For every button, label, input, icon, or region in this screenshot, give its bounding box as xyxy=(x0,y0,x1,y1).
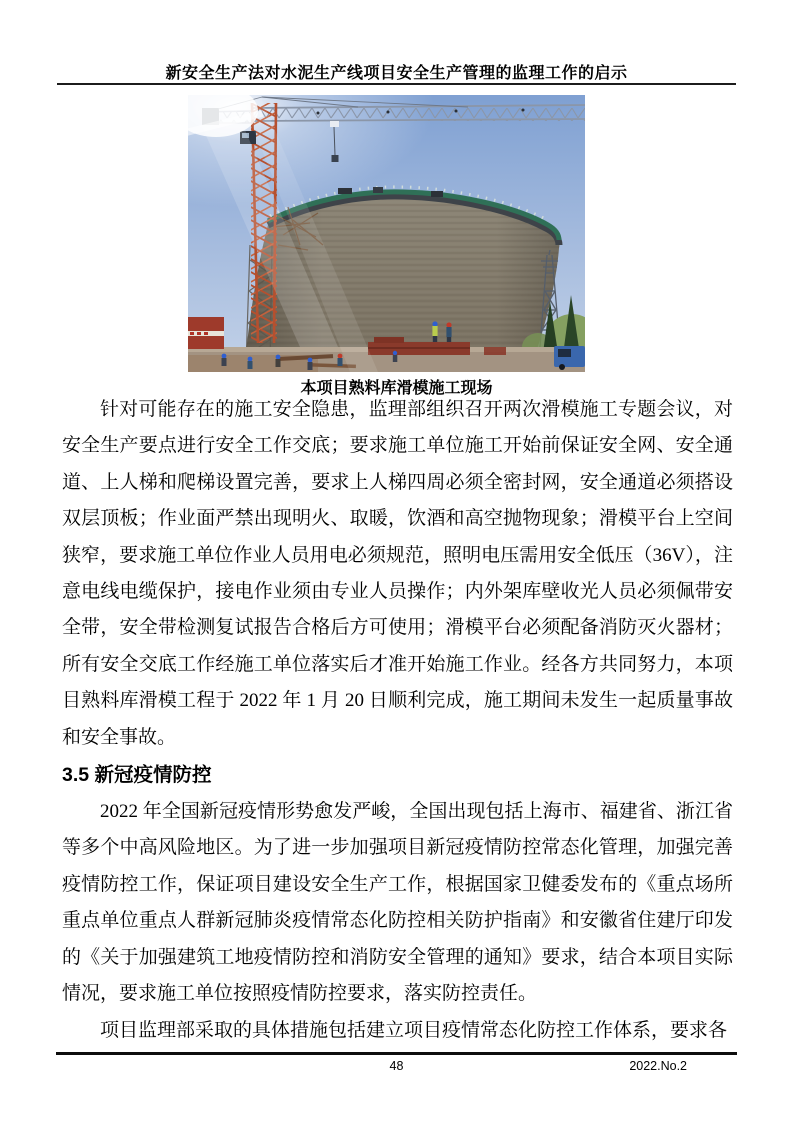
page-number: 48 xyxy=(389,1059,404,1073)
footer-divider xyxy=(56,1052,737,1055)
page-header-title: 新安全生产法对水泥生产线项目安全生产管理的监理工作的启示 xyxy=(165,65,628,82)
figure-caption: 本项目熟料库滑模施工现场 xyxy=(300,380,493,397)
figure-clinker-silo xyxy=(188,95,585,372)
paragraph-slipform-safety: 针对可能存在的施工安全隐患，监理部组织召开两次滑模施工专题会议，对安全生产要点进行安全工作交底；要求施工单位施工开始前保证安全网、安全通道、上人梯和爬梯设置完善，要求上人梯四周必须全密封网，安全通道必须搭设双层顶板；作业面严禁出现明火、取暖，饮酒和高空抛物现象；滑模平台上空间狭窄，要求施工单位作业人员用电必须规范，照明电压需用安全低压（36V），注意电线电缆保护，接电作业须由专业人员操作；内外架库壁收光人员必须佩带安全带，安全带检测复试报告合格后方可使用；滑模平台必须配备消防灭火器材；所有安全交底工作经施工单位落实后才准开始施工作业。经各方共同努力，本项目熟料库滑模工程于 2022 年 1 月 20 日顺利完成，施工期间未发生一起质量事故和安全事故。 xyxy=(62,399,733,748)
document-body xyxy=(62,392,733,1049)
site-building xyxy=(188,317,224,349)
header-divider xyxy=(57,83,736,85)
paragraph-covid-measures: 项目监理部采取的具体措施包括建立项目疫情常态化防控工作体系，要求各 xyxy=(100,1019,728,1041)
section-heading-3-5: 3.5 新冠疫情防控 xyxy=(62,764,212,787)
issue-number: 2022.No.2 xyxy=(629,1059,687,1073)
paragraph-covid-overview: 2022 年全国新冠疫情形势愈发严峻，全国出现包括上海市、福建省、浙江省等多个中高风险地区。为了进一步加强项目新冠疫情防控常态化管理，加强完善疫情防控工作，保证项目建设安全生产工作，根据国家卫健委发布的《重点场所重点单位重点人群新冠肺炎疫情常态化防控相关防护指南》和安徽省住建厅印发的《关于加强建筑工地疫情防控和消防安全管理的通知》要求，结合本项目实际情况，要求施工单位按照疫情防控要求，落实防控责任。 xyxy=(62,801,733,1005)
clinker-silo-photo xyxy=(188,95,585,372)
truck xyxy=(554,346,585,370)
